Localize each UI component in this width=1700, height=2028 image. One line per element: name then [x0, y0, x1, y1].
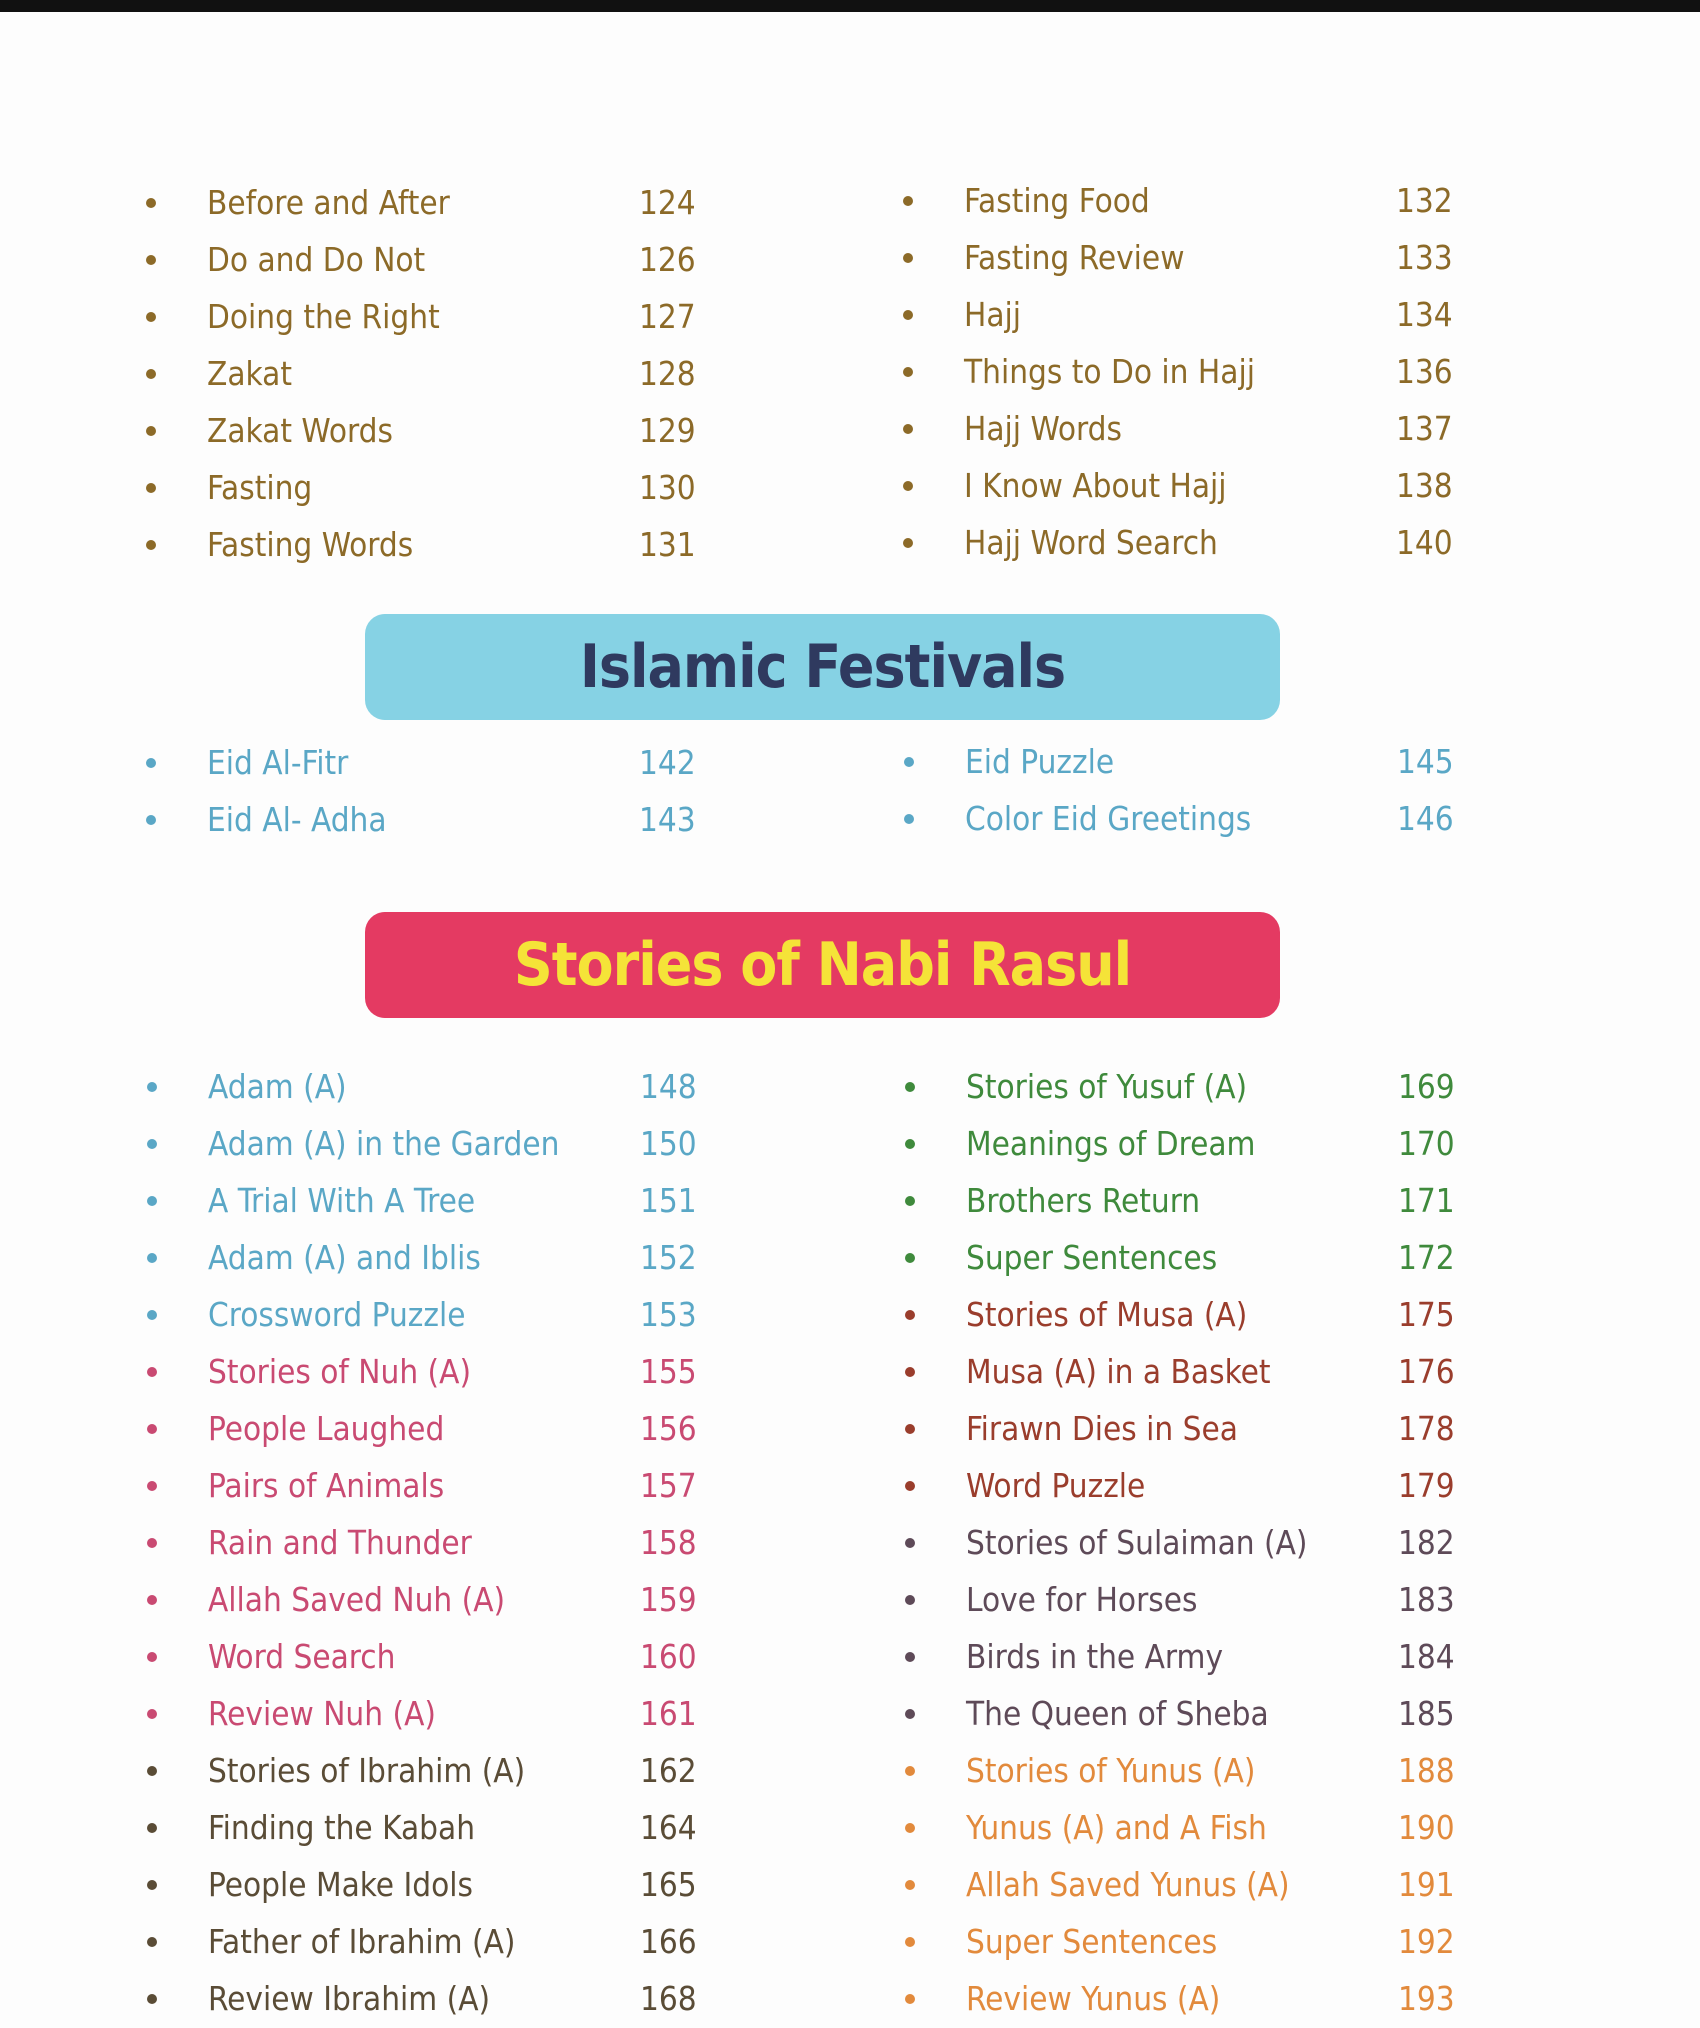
toc-entry — [905, 1229, 1465, 1286]
toc-entry — [905, 1913, 1465, 1970]
toc-entry-page-number: 160 — [640, 1637, 697, 1676]
toc-entry-page-number: 176 — [1398, 1352, 1455, 1391]
toc-entry — [904, 733, 1464, 790]
toc-entry — [905, 1856, 1465, 1913]
toc-entry-title: Finding the Kabah — [208, 1808, 476, 1847]
toc-entry-page-number: 124 — [639, 183, 696, 222]
bullet-icon — [905, 1310, 915, 1320]
toc-entry-title: Things to Do in Hajj — [964, 352, 1255, 391]
toc-entry — [903, 400, 1463, 457]
scan-top-edge — [0, 0, 1700, 12]
toc-entry-page-number: 148 — [640, 1067, 697, 1106]
toc-entry — [146, 345, 706, 402]
toc-column-festivals-right — [904, 733, 1464, 853]
toc-entry-page-number: 178 — [1398, 1409, 1455, 1448]
toc-entry-title: Hajj — [964, 295, 1022, 334]
toc-entry-title: Stories of Ibrahim (A) — [208, 1751, 526, 1790]
toc-entry — [905, 1571, 1465, 1628]
toc-entry — [147, 1685, 707, 1742]
bullet-icon — [146, 312, 156, 322]
toc-entry-page-number: 179 — [1398, 1466, 1455, 1505]
toc-entry-page-number: 164 — [640, 1808, 697, 1847]
toc-entry — [147, 1172, 707, 1229]
toc-entry-title: People Laughed — [208, 1409, 445, 1448]
toc-entry-title: Firawn Dies in Sea — [966, 1409, 1238, 1448]
toc-entry-title: Hajj Word Search — [964, 523, 1218, 562]
toc-entry — [146, 459, 706, 516]
toc-entry-title: A Trial With A Tree — [208, 1181, 476, 1220]
bullet-icon — [903, 481, 913, 491]
toc-entry-title: Zakat — [207, 354, 292, 393]
toc-entry-title: Hajj Words — [964, 409, 1122, 448]
toc-entry-page-number: 171 — [1398, 1181, 1455, 1220]
toc-entry-page-number: 152 — [640, 1238, 697, 1277]
toc-entry — [904, 790, 1464, 847]
toc-entry-page-number: 142 — [639, 743, 696, 782]
toc-entry-title: Stories of Yusuf (A) — [966, 1067, 1248, 1106]
bullet-icon — [146, 540, 156, 550]
bullet-icon — [146, 483, 156, 493]
toc-entry-title: Color Eid Greetings — [965, 799, 1252, 838]
toc-entry-page-number: 161 — [640, 1694, 697, 1733]
bullet-icon — [147, 1253, 157, 1263]
toc-entry-title: Do and Do Not — [207, 240, 426, 279]
toc-entry — [905, 1058, 1465, 1115]
toc-entry-page-number: 140 — [1396, 523, 1453, 562]
toc-entry-page-number: 143 — [639, 800, 696, 839]
toc-entry-page-number: 134 — [1396, 295, 1453, 334]
toc-entry — [905, 1742, 1465, 1799]
toc-entry-title: Review Ibrahim (A) — [208, 1979, 491, 2018]
toc-entry-title: Doing the Right — [207, 297, 440, 336]
toc-entry — [146, 516, 706, 573]
toc-entry-title: Eid Puzzle — [965, 742, 1115, 781]
toc-entry — [905, 1286, 1465, 1343]
toc-entry — [147, 1115, 707, 1172]
bullet-icon — [904, 757, 914, 767]
bullet-icon — [905, 1994, 915, 2004]
bullet-icon — [903, 538, 913, 548]
bullet-icon — [905, 1880, 915, 1890]
toc-entry-page-number: 131 — [639, 525, 696, 564]
toc-entry-title: Before and After — [207, 183, 450, 222]
bullet-icon — [146, 426, 156, 436]
toc-entry-title: Musa (A) in a Basket — [966, 1352, 1271, 1391]
toc-entry — [905, 1628, 1465, 1685]
toc-entry-title: Love for Horses — [966, 1580, 1198, 1619]
toc-entry-page-number: 158 — [640, 1523, 697, 1562]
bullet-icon — [903, 196, 913, 206]
bullet-icon — [147, 1310, 157, 1320]
bullet-icon — [147, 1139, 157, 1149]
toc-entry — [905, 1172, 1465, 1229]
toc-entry-title: Adam (A) and Iblis — [208, 1238, 481, 1277]
toc-entry — [147, 1970, 707, 2027]
toc-entry-title: Fasting — [207, 468, 313, 507]
toc-column-nabi-right — [905, 1058, 1465, 2028]
toc-column-top-left — [146, 174, 706, 574]
bullet-icon — [147, 1424, 157, 1434]
toc-entry-page-number: 169 — [1398, 1067, 1455, 1106]
toc-entry — [147, 1913, 707, 1970]
toc-entry-page-number: 188 — [1398, 1751, 1455, 1790]
toc-entry-title: The Queen of Sheba — [966, 1694, 1269, 1733]
toc-entry-page-number: 137 — [1396, 409, 1453, 448]
toc-entry-page-number: 145 — [1397, 742, 1454, 781]
toc-entry — [903, 286, 1463, 343]
toc-entry — [147, 1742, 707, 1799]
toc-entry-page-number: 156 — [640, 1409, 697, 1448]
toc-entry-page-number: 185 — [1398, 1694, 1455, 1733]
bullet-icon — [903, 310, 913, 320]
toc-entry-page-number: 184 — [1398, 1637, 1455, 1676]
toc-entry-page-number: 170 — [1398, 1124, 1455, 1163]
bullet-icon — [905, 1367, 915, 1377]
toc-entry-title: Pairs of Animals — [208, 1466, 445, 1505]
toc-entry — [905, 1685, 1465, 1742]
toc-entry-page-number: 172 — [1398, 1238, 1455, 1277]
toc-entry — [147, 1571, 707, 1628]
toc-entry — [905, 1343, 1465, 1400]
toc-entry-title: Birds in the Army — [966, 1637, 1224, 1676]
toc-entry — [903, 343, 1463, 400]
toc-entry-page-number: 192 — [1398, 1922, 1455, 1961]
toc-entry-title: Adam (A) in the Garden — [208, 1124, 560, 1163]
toc-entry-page-number: 166 — [640, 1922, 697, 1961]
bullet-icon — [905, 1538, 915, 1548]
toc-entry — [146, 791, 706, 848]
bullet-icon — [905, 1253, 915, 1263]
toc-entry-title: Stories of Yunus (A) — [966, 1751, 1256, 1790]
toc-entry — [146, 288, 706, 345]
toc-entry-title: Meanings of Dream — [966, 1124, 1256, 1163]
toc-entry — [147, 1229, 707, 1286]
toc-entry — [905, 1400, 1465, 1457]
toc-entry — [147, 1514, 707, 1571]
toc-column-top-right — [903, 172, 1463, 572]
toc-column-nabi-left — [147, 1058, 707, 2028]
toc-entry-page-number: 132 — [1396, 181, 1453, 220]
toc-entry-page-number: 168 — [640, 1979, 697, 2018]
toc-entry-page-number: 193 — [1398, 1979, 1455, 2018]
bullet-icon — [903, 424, 913, 434]
bullet-icon — [903, 367, 913, 377]
toc-entry-title: Rain and Thunder — [208, 1523, 472, 1562]
toc-entry-title: Review Yunus (A) — [966, 1979, 1221, 2018]
bullet-icon — [147, 1709, 157, 1719]
toc-entry-page-number: 155 — [640, 1352, 697, 1391]
toc-entry — [905, 1457, 1465, 1514]
toc-entry-title: Word Puzzle — [966, 1466, 1146, 1505]
toc-entry-page-number: 190 — [1398, 1808, 1455, 1847]
toc-entry — [146, 174, 706, 231]
bullet-icon — [147, 1994, 157, 2004]
toc-entry — [147, 1799, 707, 1856]
toc-entry-page-number: 153 — [640, 1295, 697, 1334]
toc-entry-page-number: 130 — [639, 468, 696, 507]
toc-entry — [147, 1628, 707, 1685]
toc-entry-title: Adam (A) — [208, 1067, 347, 1106]
toc-entry-page-number: 182 — [1398, 1523, 1455, 1562]
bullet-icon — [905, 1082, 915, 1092]
bullet-icon — [146, 369, 156, 379]
toc-entry-page-number: 146 — [1397, 799, 1454, 838]
bullet-icon — [147, 1937, 157, 1947]
toc-entry-title: Super Sentences — [966, 1922, 1218, 1961]
toc-entry-title: Father of Ibrahim (A) — [208, 1922, 516, 1961]
toc-entry-title: Fasting Food — [964, 181, 1150, 220]
toc-entry-page-number: 138 — [1396, 466, 1453, 505]
toc-entry-title: Yunus (A) and A Fish — [966, 1808, 1267, 1847]
bullet-icon — [147, 1538, 157, 1548]
toc-entry-page-number: 165 — [640, 1865, 697, 1904]
toc-entry-title: Crossword Puzzle — [208, 1295, 466, 1334]
toc-entry — [147, 1856, 707, 1913]
bullet-icon — [905, 1424, 915, 1434]
toc-entry-title: Brothers Return — [966, 1181, 1201, 1220]
toc-entry-title: Review Nuh (A) — [208, 1694, 436, 1733]
toc-entry-title: Zakat Words — [207, 411, 393, 450]
toc-entry-page-number: 133 — [1396, 238, 1453, 277]
toc-entry-page-number: 136 — [1396, 352, 1453, 391]
bullet-icon — [147, 1595, 157, 1605]
bullet-icon — [904, 814, 914, 824]
islamic-festivals-title: Islamic Festivals — [579, 632, 1066, 702]
bullet-icon — [146, 198, 156, 208]
bullet-icon — [905, 1766, 915, 1776]
toc-entry-title: Allah Saved Yunus (A) — [966, 1865, 1290, 1904]
toc-entry — [147, 1058, 707, 1115]
bullet-icon — [905, 1595, 915, 1605]
toc-entry — [905, 1970, 1465, 2027]
bullet-icon — [147, 1880, 157, 1890]
toc-entry — [905, 1799, 1465, 1856]
bullet-icon — [147, 1367, 157, 1377]
bullet-icon — [903, 253, 913, 263]
toc-entry-page-number: 129 — [639, 411, 696, 450]
toc-entry-title: Allah Saved Nuh (A) — [208, 1580, 506, 1619]
toc-entry — [147, 1343, 707, 1400]
bullet-icon — [146, 758, 156, 768]
toc-entry — [146, 231, 706, 288]
toc-entry-title: Stories of Sulaiman (A) — [966, 1523, 1308, 1562]
bullet-icon — [147, 1823, 157, 1833]
toc-entry-page-number: 150 — [640, 1124, 697, 1163]
toc-column-festivals-left — [146, 734, 706, 854]
bullet-icon — [905, 1481, 915, 1491]
toc-entry-page-number: 183 — [1398, 1580, 1455, 1619]
toc-entry-title: Stories of Nuh (A) — [208, 1352, 472, 1391]
toc-entry-page-number: 191 — [1398, 1865, 1455, 1904]
toc-entry-page-number: 175 — [1398, 1295, 1455, 1334]
toc-entry — [905, 1514, 1465, 1571]
toc-entry-title: People Make Idols — [208, 1865, 473, 1904]
toc-entry — [903, 172, 1463, 229]
toc-entry — [903, 514, 1463, 571]
toc-entry — [905, 1115, 1465, 1172]
toc-entry-title: Word Search — [208, 1637, 396, 1676]
toc-entry — [147, 1457, 707, 1514]
bullet-icon — [147, 1196, 157, 1206]
toc-entry-title: Eid Al-Fitr — [207, 743, 349, 782]
bullet-icon — [146, 815, 156, 825]
toc-entry-page-number: 127 — [639, 297, 696, 336]
toc-entry-title: Eid Al- Adha — [207, 800, 387, 839]
bullet-icon — [905, 1196, 915, 1206]
toc-entry — [146, 402, 706, 459]
toc-entry — [147, 1400, 707, 1457]
toc-entry — [147, 1286, 707, 1343]
toc-entry-title: Fasting Words — [207, 525, 414, 564]
stories-of-nabi-rasul-banner — [365, 912, 1280, 1018]
bullet-icon — [905, 1652, 915, 1662]
toc-entry-page-number: 126 — [639, 240, 696, 279]
islamic-festivals-banner — [365, 614, 1280, 720]
toc-entry-page-number: 128 — [639, 354, 696, 393]
bullet-icon — [905, 1937, 915, 1947]
bullet-icon — [905, 1709, 915, 1719]
toc-entry-title: Fasting Review — [964, 238, 1185, 277]
toc-entry-page-number: 159 — [640, 1580, 697, 1619]
toc-entry-page-number: 162 — [640, 1751, 697, 1790]
toc-entry — [903, 457, 1463, 514]
toc-entry-page-number: 151 — [640, 1181, 697, 1220]
toc-entry — [146, 734, 706, 791]
toc-entry — [903, 229, 1463, 286]
bullet-icon — [147, 1652, 157, 1662]
bullet-icon — [905, 1823, 915, 1833]
stories-of-nabi-rasul-title: Stories of Nabi Rasul — [513, 930, 1132, 1000]
bullet-icon — [146, 255, 156, 265]
toc-entry-title: Stories of Musa (A) — [966, 1295, 1248, 1334]
bullet-icon — [905, 1139, 915, 1149]
toc-entry-page-number: 157 — [640, 1466, 697, 1505]
toc-entry-title: Super Sentences — [966, 1238, 1218, 1277]
bullet-icon — [147, 1082, 157, 1092]
bullet-icon — [147, 1481, 157, 1491]
toc-entry-title: I Know About Hajj — [964, 466, 1227, 505]
bullet-icon — [147, 1766, 157, 1776]
